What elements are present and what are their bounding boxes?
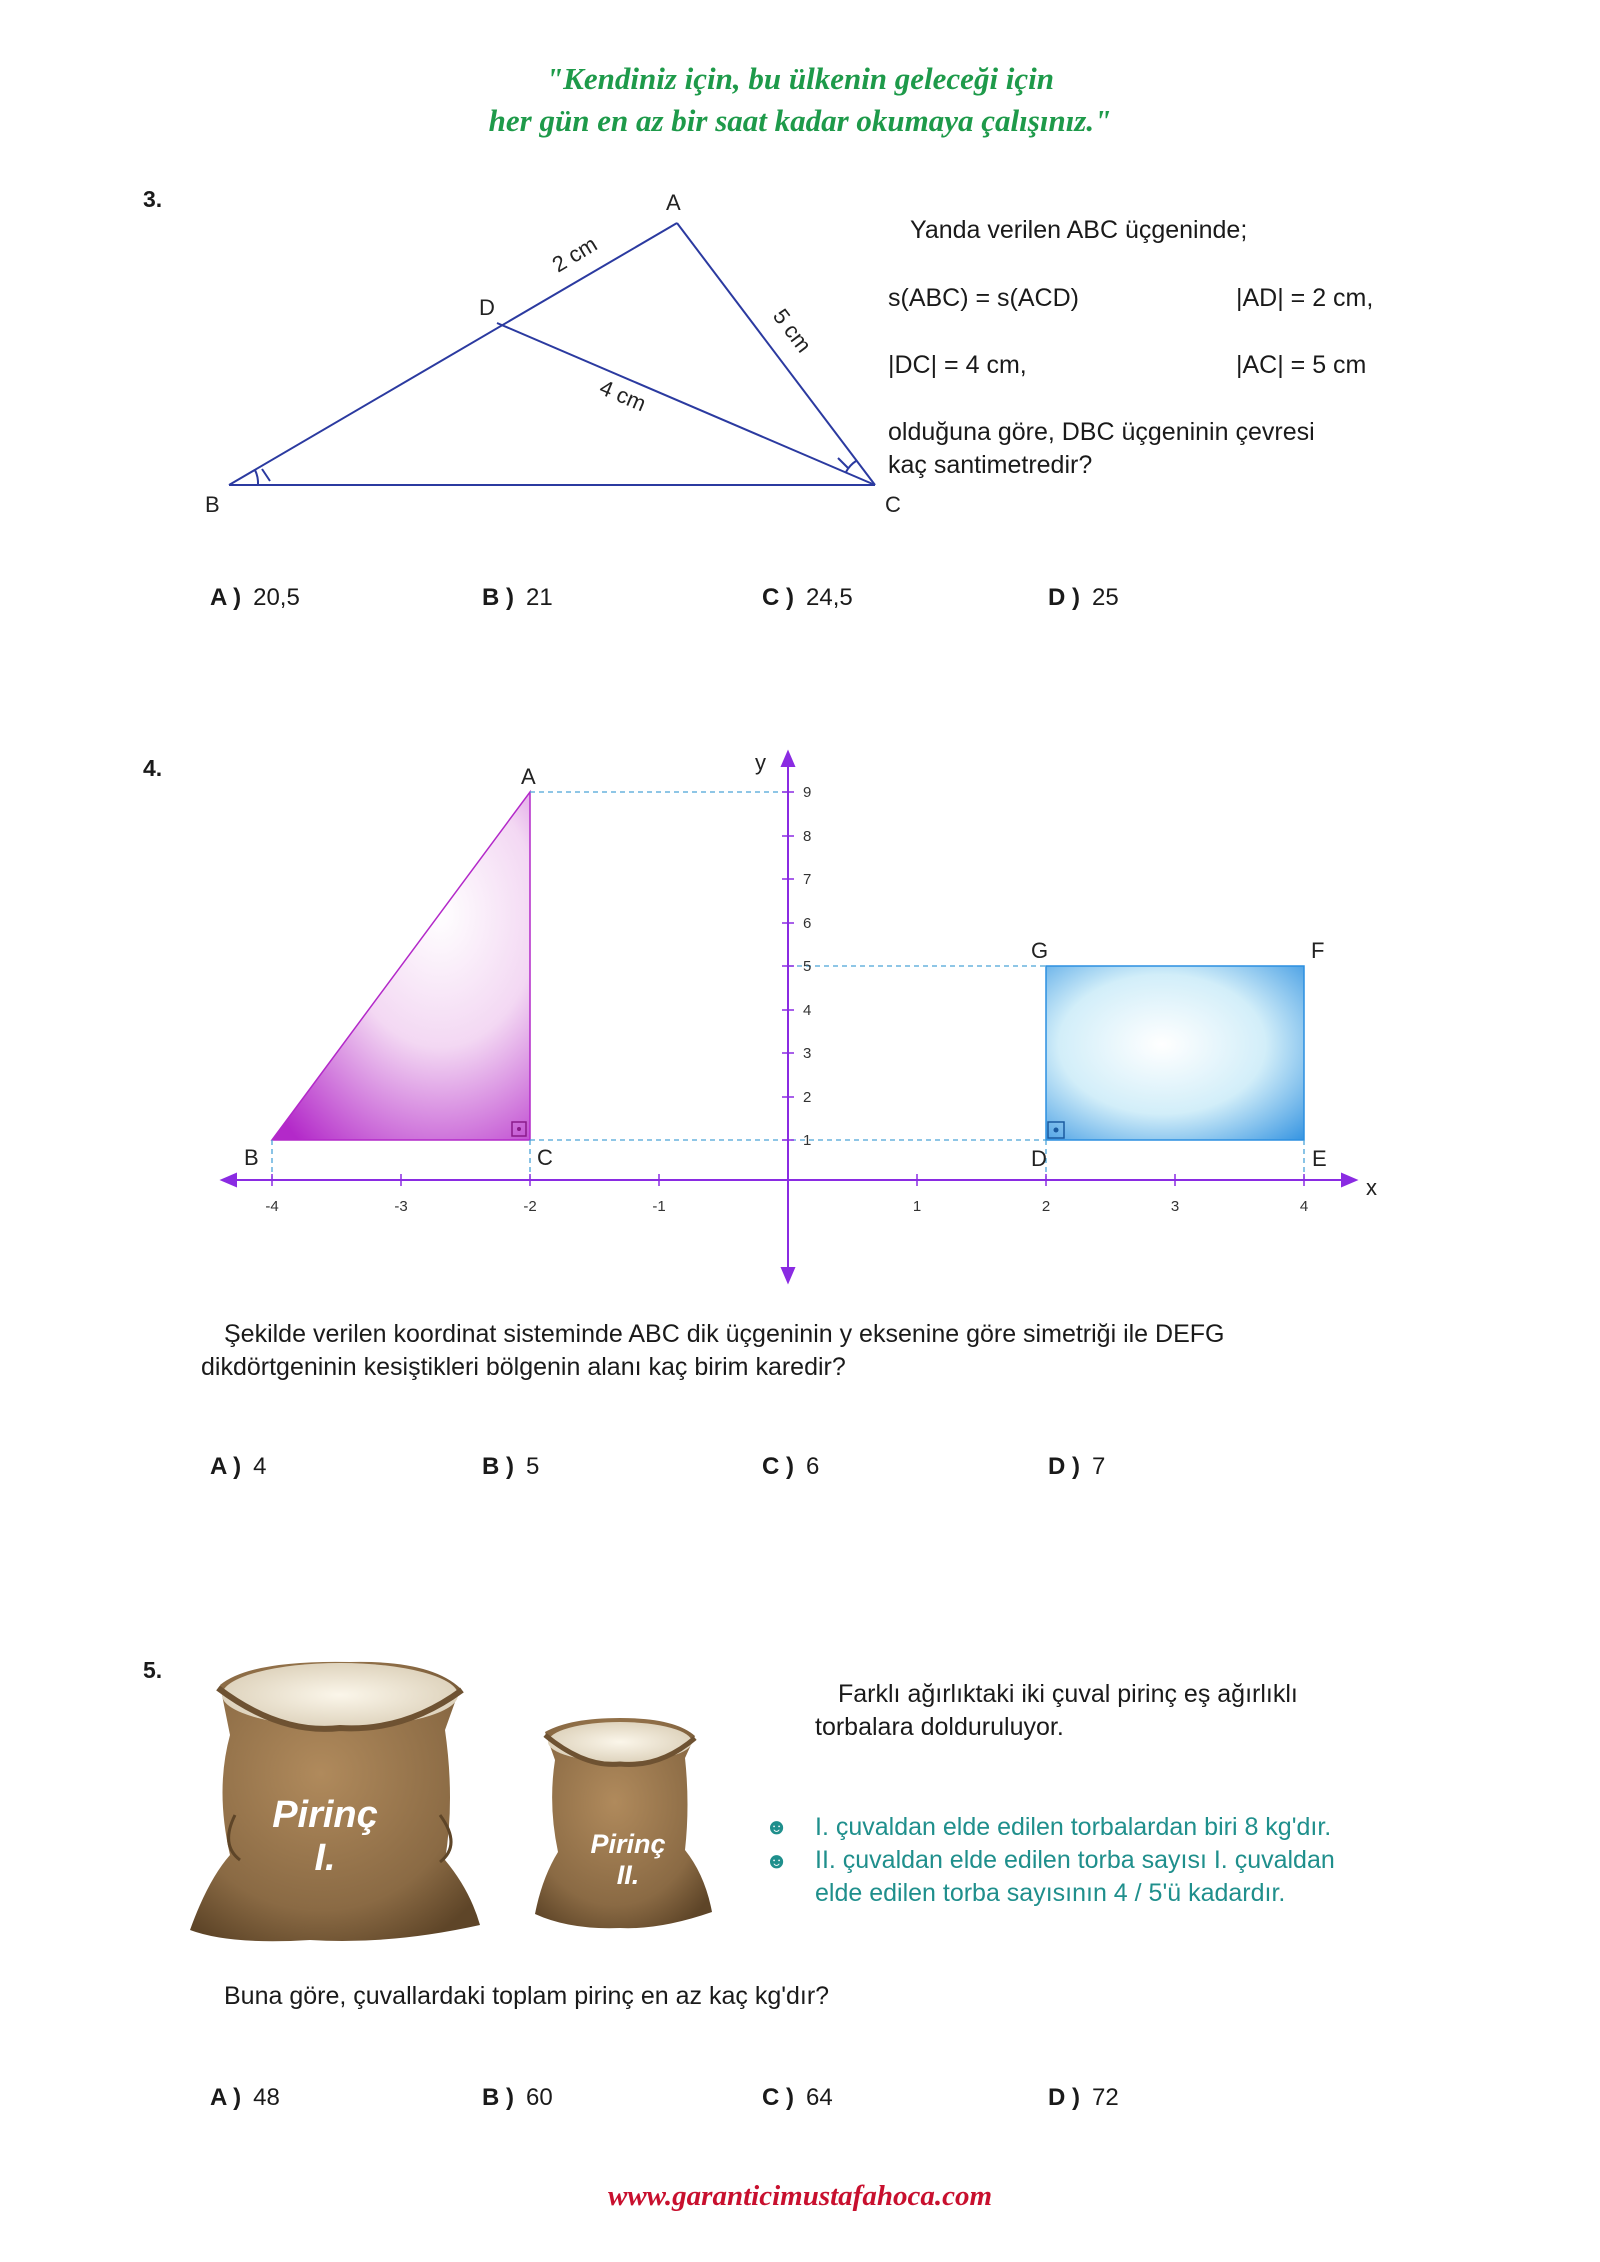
q4-option-b[interactable]: B ) 5 xyxy=(482,1453,540,1480)
q4-y-tick-label: 1 xyxy=(803,1132,812,1149)
header-quote-line1: "Kendiniz için, bu ülkenin geleceği için xyxy=(545,61,1055,96)
q4-coordinate-figure xyxy=(0,740,1600,1300)
q5-bullet2-line2: elde edilen torba sayısının 4 / 5'ü kadardır. xyxy=(815,1879,1286,1907)
header-quote-line2: her gün en az bir saat kadar okumaya çalışınız." xyxy=(488,103,1112,138)
smiley-bullet-icon: ☻ xyxy=(765,1814,789,1839)
q4-y-tick-label: 9 xyxy=(803,784,812,801)
q3-option-a[interactable]: A ) 20,5 xyxy=(210,584,300,611)
question-4-number: 4. xyxy=(143,755,163,781)
q4-y-axis-arrow-up xyxy=(782,752,794,766)
q3-angle-tick-b xyxy=(262,469,270,481)
q5-rice-sacks-illustration xyxy=(190,1640,750,1970)
q4-option-d[interactable]: D ) 7 xyxy=(1048,1453,1106,1480)
q4-point-b: B xyxy=(244,1145,259,1170)
q4-y-tick-label: 5 xyxy=(803,958,812,975)
q4-x-tick-label: 4 xyxy=(1299,1198,1309,1215)
q4-point-f: F xyxy=(1311,938,1325,963)
q5-bullet1: I. çuvaldan elde edilen torbalardan biri 8 kg'dır. xyxy=(815,1813,1332,1841)
q4-y-axis-label: y xyxy=(755,750,766,775)
question-5-number: 5. xyxy=(143,1657,163,1683)
q3-point-a: A xyxy=(666,190,681,215)
q5-option-b[interactable]: B ) 60 xyxy=(482,2084,553,2111)
q4-triangle-abc xyxy=(272,792,530,1140)
q3-side-ac xyxy=(677,223,875,485)
q3-option-c[interactable]: C ) 24,5 xyxy=(762,584,853,611)
q4-y-tick-label: 3 xyxy=(803,1045,812,1062)
smiley-bullet-icon: ☻ xyxy=(765,1848,789,1873)
q4-y-axis-arrow-down xyxy=(782,1268,794,1282)
q4-point-g: G xyxy=(1031,938,1049,963)
question-3-number: 3. xyxy=(143,186,163,212)
q4-x-tick-label: 2 xyxy=(1041,1198,1051,1215)
q4-option-c[interactable]: C ) 6 xyxy=(762,1453,820,1480)
q4-rectangle-defg xyxy=(1046,966,1304,1140)
q3-point-b: B xyxy=(205,492,220,517)
q4-point-e: E xyxy=(1312,1146,1327,1171)
q4-question-line1: Şekilde verilen koordinat sisteminde ABC dik üçgeninin y eksenine göre simetriği ile DEFG xyxy=(224,1320,1225,1348)
q5-sack1-label-number: I. xyxy=(314,1837,336,1879)
q3-label-4cm: 4 cm xyxy=(596,374,650,417)
q5-sack2-label-number: II. xyxy=(616,1860,640,1890)
q3-given-ac: |AC| = 5 cm xyxy=(1236,351,1367,379)
q3-intro: Yanda verilen ABC üçgeninde; xyxy=(910,216,1248,244)
q3-point-c: C xyxy=(885,492,901,517)
q3-given-dc: |DC| = 4 cm, xyxy=(888,351,1027,379)
q5-option-a[interactable]: A ) 48 xyxy=(210,2084,280,2111)
q4-x-tick-label: -4 xyxy=(265,1198,279,1215)
q3-angle-mark-b xyxy=(255,470,258,485)
q4-option-a[interactable]: A ) 4 xyxy=(210,1453,267,1480)
q4-y-tick-label: 7 xyxy=(803,871,812,888)
q4-x-axis-arrow-right xyxy=(1342,1174,1356,1186)
q4-x-axis-arrow-left xyxy=(222,1174,236,1186)
q4-point-d: D xyxy=(1031,1146,1047,1171)
q3-option-d[interactable]: D ) 25 xyxy=(1048,584,1119,611)
q4-x-tick-label: -3 xyxy=(394,1198,408,1215)
q4-x-axis-label: x xyxy=(1366,1175,1377,1200)
q5-intro-line2: torbalara dolduruluyor. xyxy=(815,1713,1064,1741)
q3-given-ad: |AD| = 2 cm, xyxy=(1236,284,1374,312)
q4-y-tick-label: 4 xyxy=(803,1002,812,1019)
q3-angle-tick-c xyxy=(838,458,848,468)
q3-point-d: D xyxy=(479,295,495,320)
rice-sack-small xyxy=(535,1718,712,1928)
q5-question: Buna göre, çuvallardaki toplam pirinç en az kaç kg'dır? xyxy=(224,1982,830,2010)
q5-option-d[interactable]: D ) 72 xyxy=(1048,2084,1119,2111)
q4-x-tick-label: 3 xyxy=(1170,1198,1180,1215)
q3-triangle-figure xyxy=(0,0,1600,560)
q5-bullet2-line1: II. çuvaldan elde edilen torba sayısı I. çuvaldan xyxy=(815,1846,1335,1874)
q5-option-c[interactable]: C ) 64 xyxy=(762,2084,833,2111)
q5-sack2-label-name: Pirinç xyxy=(590,1829,666,1859)
q5-intro-line1: Farklı ağırlıktaki iki çuval pirinç eş ağırlıklı xyxy=(838,1680,1298,1708)
q4-x-tick-label: 1 xyxy=(912,1198,922,1215)
q4-x-tick-label: -1 xyxy=(652,1198,666,1215)
q3-option-b[interactable]: B ) 21 xyxy=(482,584,553,611)
q4-y-tick-label: 2 xyxy=(803,1089,812,1106)
q3-question-line2: kaç santimetredir? xyxy=(888,451,1093,479)
q4-point-a: A xyxy=(521,764,536,789)
q4-x-tick-label: -2 xyxy=(523,1198,537,1215)
q3-question-line1: olduğuna göre, DBC üçgeninin çevresi xyxy=(888,418,1315,446)
q4-question-line2: dikdörtgeninin kesiştikleri bölgenin alanı kaç birim karedir? xyxy=(201,1353,846,1381)
q4-y-tick-label: 6 xyxy=(803,915,812,932)
q3-segment-dc xyxy=(497,323,875,485)
footer-website-link[interactable]: www.garanticimustafahoca.com xyxy=(607,2180,993,2212)
q3-label-2cm: 2 cm xyxy=(547,231,602,278)
q3-given-angle: s(ABC) = s(ACD) xyxy=(888,284,1079,312)
q3-side-ba xyxy=(229,223,677,485)
q5-sack1-label-name: Pirinç xyxy=(272,1794,378,1836)
q3-label-5cm: 5 cm xyxy=(768,303,817,358)
q4-point-c: C xyxy=(537,1145,553,1170)
q4-y-tick-label: 8 xyxy=(803,828,812,845)
